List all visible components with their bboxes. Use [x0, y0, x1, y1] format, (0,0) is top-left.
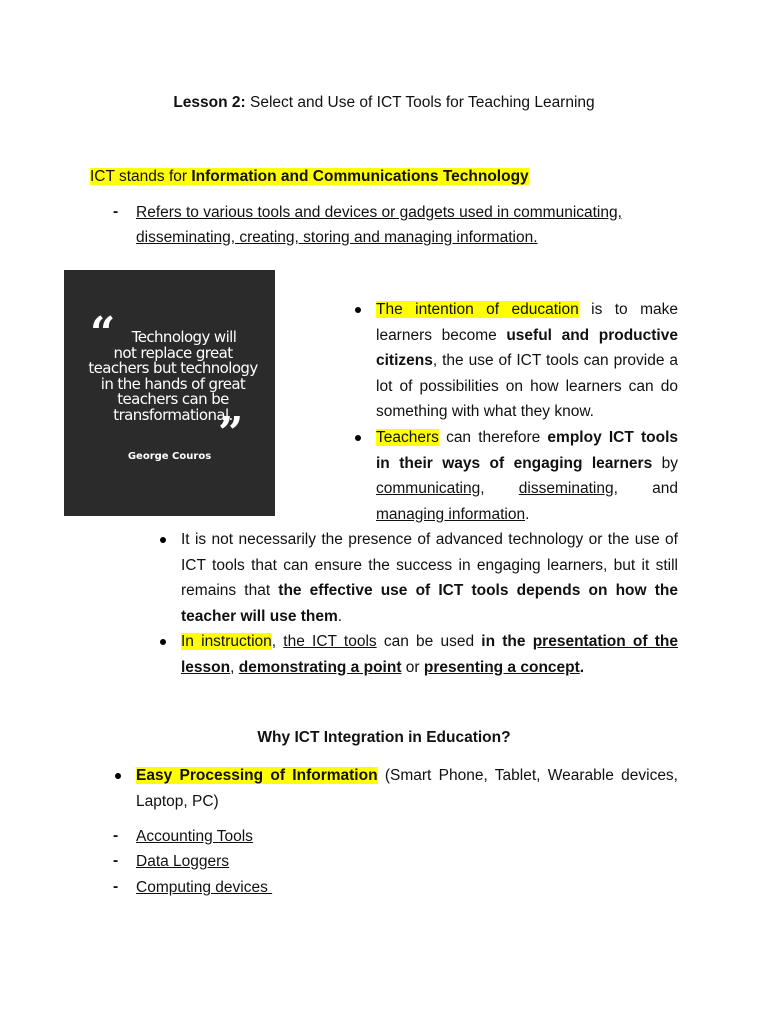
- bullet-4-comma: ,: [271, 633, 284, 650]
- bullet-2-text-b: by: [652, 454, 678, 472]
- bullet-3-icon: [160, 537, 166, 543]
- bullet-4-icon: [160, 639, 166, 645]
- refers-line-1: Refers to various tools and devices or gadgets used in communicating,: [136, 204, 622, 221]
- quote-line: transformational.: [113, 405, 233, 424]
- bullet-4-demonstrating: demonstrating a point: [238, 658, 402, 676]
- bullet-1-highlight: The intention of education: [376, 301, 579, 318]
- ict-definition-line: [90, 167, 529, 187]
- bullet-4-or: or: [401, 658, 424, 676]
- quote-line: not replace great: [113, 343, 233, 362]
- bullet-2-period: .: [525, 505, 530, 523]
- bullet-3-text: [181, 527, 678, 629]
- quote-line: Technology will: [131, 328, 237, 346]
- bullet-3-text-a: It is not necessarily the presence of advanced technology or the use of ICT tools that can ensure the success in engaging learners, but it still remains that: [181, 531, 678, 599]
- bullet-2-highlight: Teachers: [376, 429, 439, 446]
- lesson-number: Lesson 2:: [173, 94, 246, 111]
- bullet-3-bold: the effective use of ICT tools depends on how the teacher will use them: [181, 582, 678, 625]
- dash-item-1-dash: -: [113, 827, 119, 844]
- quote-author: George Couros: [127, 451, 212, 462]
- quote-line: in the hands of great: [100, 374, 246, 393]
- easy-processing-text: [136, 763, 678, 814]
- bullet-2-comma-1: ,: [480, 480, 519, 497]
- lesson-title: [0, 94, 768, 112]
- quote-image: [64, 270, 275, 516]
- open-quote-mark-icon: “: [90, 308, 116, 359]
- bullet-4-ict-tools: the ICT tools: [283, 633, 377, 650]
- bullet-1-text: [376, 297, 678, 425]
- ict-prefix: ICT stands for: [90, 168, 192, 185]
- bullet-2-managing-information: managing information: [376, 505, 526, 523]
- dash-item-computing-devices: Computing devices: [136, 879, 273, 896]
- bullet-2-text-a: can therefore: [438, 429, 548, 446]
- dash-item-2-dash: -: [113, 852, 119, 869]
- bullet-4-period: .: [579, 658, 585, 676]
- bullet-2-bold: employ ICT tools in their ways of engaging learners: [376, 429, 678, 472]
- refers-dash: -: [113, 203, 119, 220]
- bullet-4-highlight: In instruction: [181, 633, 272, 650]
- bullet-1-bold: useful and productive citizens: [376, 326, 678, 369]
- bullet-2-text: [376, 425, 678, 527]
- bullet-2-and: , and: [613, 480, 678, 497]
- ict-term: Information and Communications Technology: [191, 168, 529, 185]
- lesson-title-text: Select and Use of ICT Tools for Teaching Learning: [245, 94, 595, 111]
- bullet-3-period: .: [337, 607, 343, 625]
- easy-bullet-icon: [115, 773, 121, 779]
- bullet-4-bold: in the: [481, 633, 533, 650]
- close-quote-mark-icon: ”: [218, 408, 244, 459]
- quote-line: teachers can be: [117, 390, 229, 408]
- bullet-1-text-a: is to make learners become: [376, 301, 678, 344]
- bullet-4-text: [181, 629, 678, 680]
- dash-item-data-loggers: Data Loggers: [136, 853, 230, 870]
- bullet-4-comma-2: ,: [230, 658, 239, 676]
- bullet-2-icon: [355, 435, 361, 441]
- refers-line-2: disseminating, creating, storing and managing information.: [136, 229, 538, 246]
- bullet-4-text-a: can be used: [376, 633, 482, 650]
- why-heading: Why ICT Integration in Education?: [257, 729, 511, 746]
- bullet-2-disseminating: disseminating: [518, 480, 614, 497]
- quote-line: teachers but technology: [88, 359, 258, 377]
- dash-item-3-dash: -: [113, 878, 119, 895]
- bullet-1-text-b: , the use of ICT tools can provide a lot of possibilities on how learners can do something with what they know.: [376, 352, 678, 420]
- bullet-1-icon: [355, 307, 361, 313]
- bullet-4-presentation: presentation of the lesson: [181, 633, 678, 676]
- bullet-2-communicating: communicating: [376, 480, 481, 497]
- dash-item-accounting-tools: Accounting Tools: [136, 828, 253, 845]
- easy-processing-devices: (Smart Phone, Tablet, Wearable devices, Laptop, PC): [136, 767, 678, 810]
- easy-processing-highlight: Easy Processing of Information: [136, 767, 378, 784]
- bullet-4-presenting: presenting a concept: [423, 658, 580, 676]
